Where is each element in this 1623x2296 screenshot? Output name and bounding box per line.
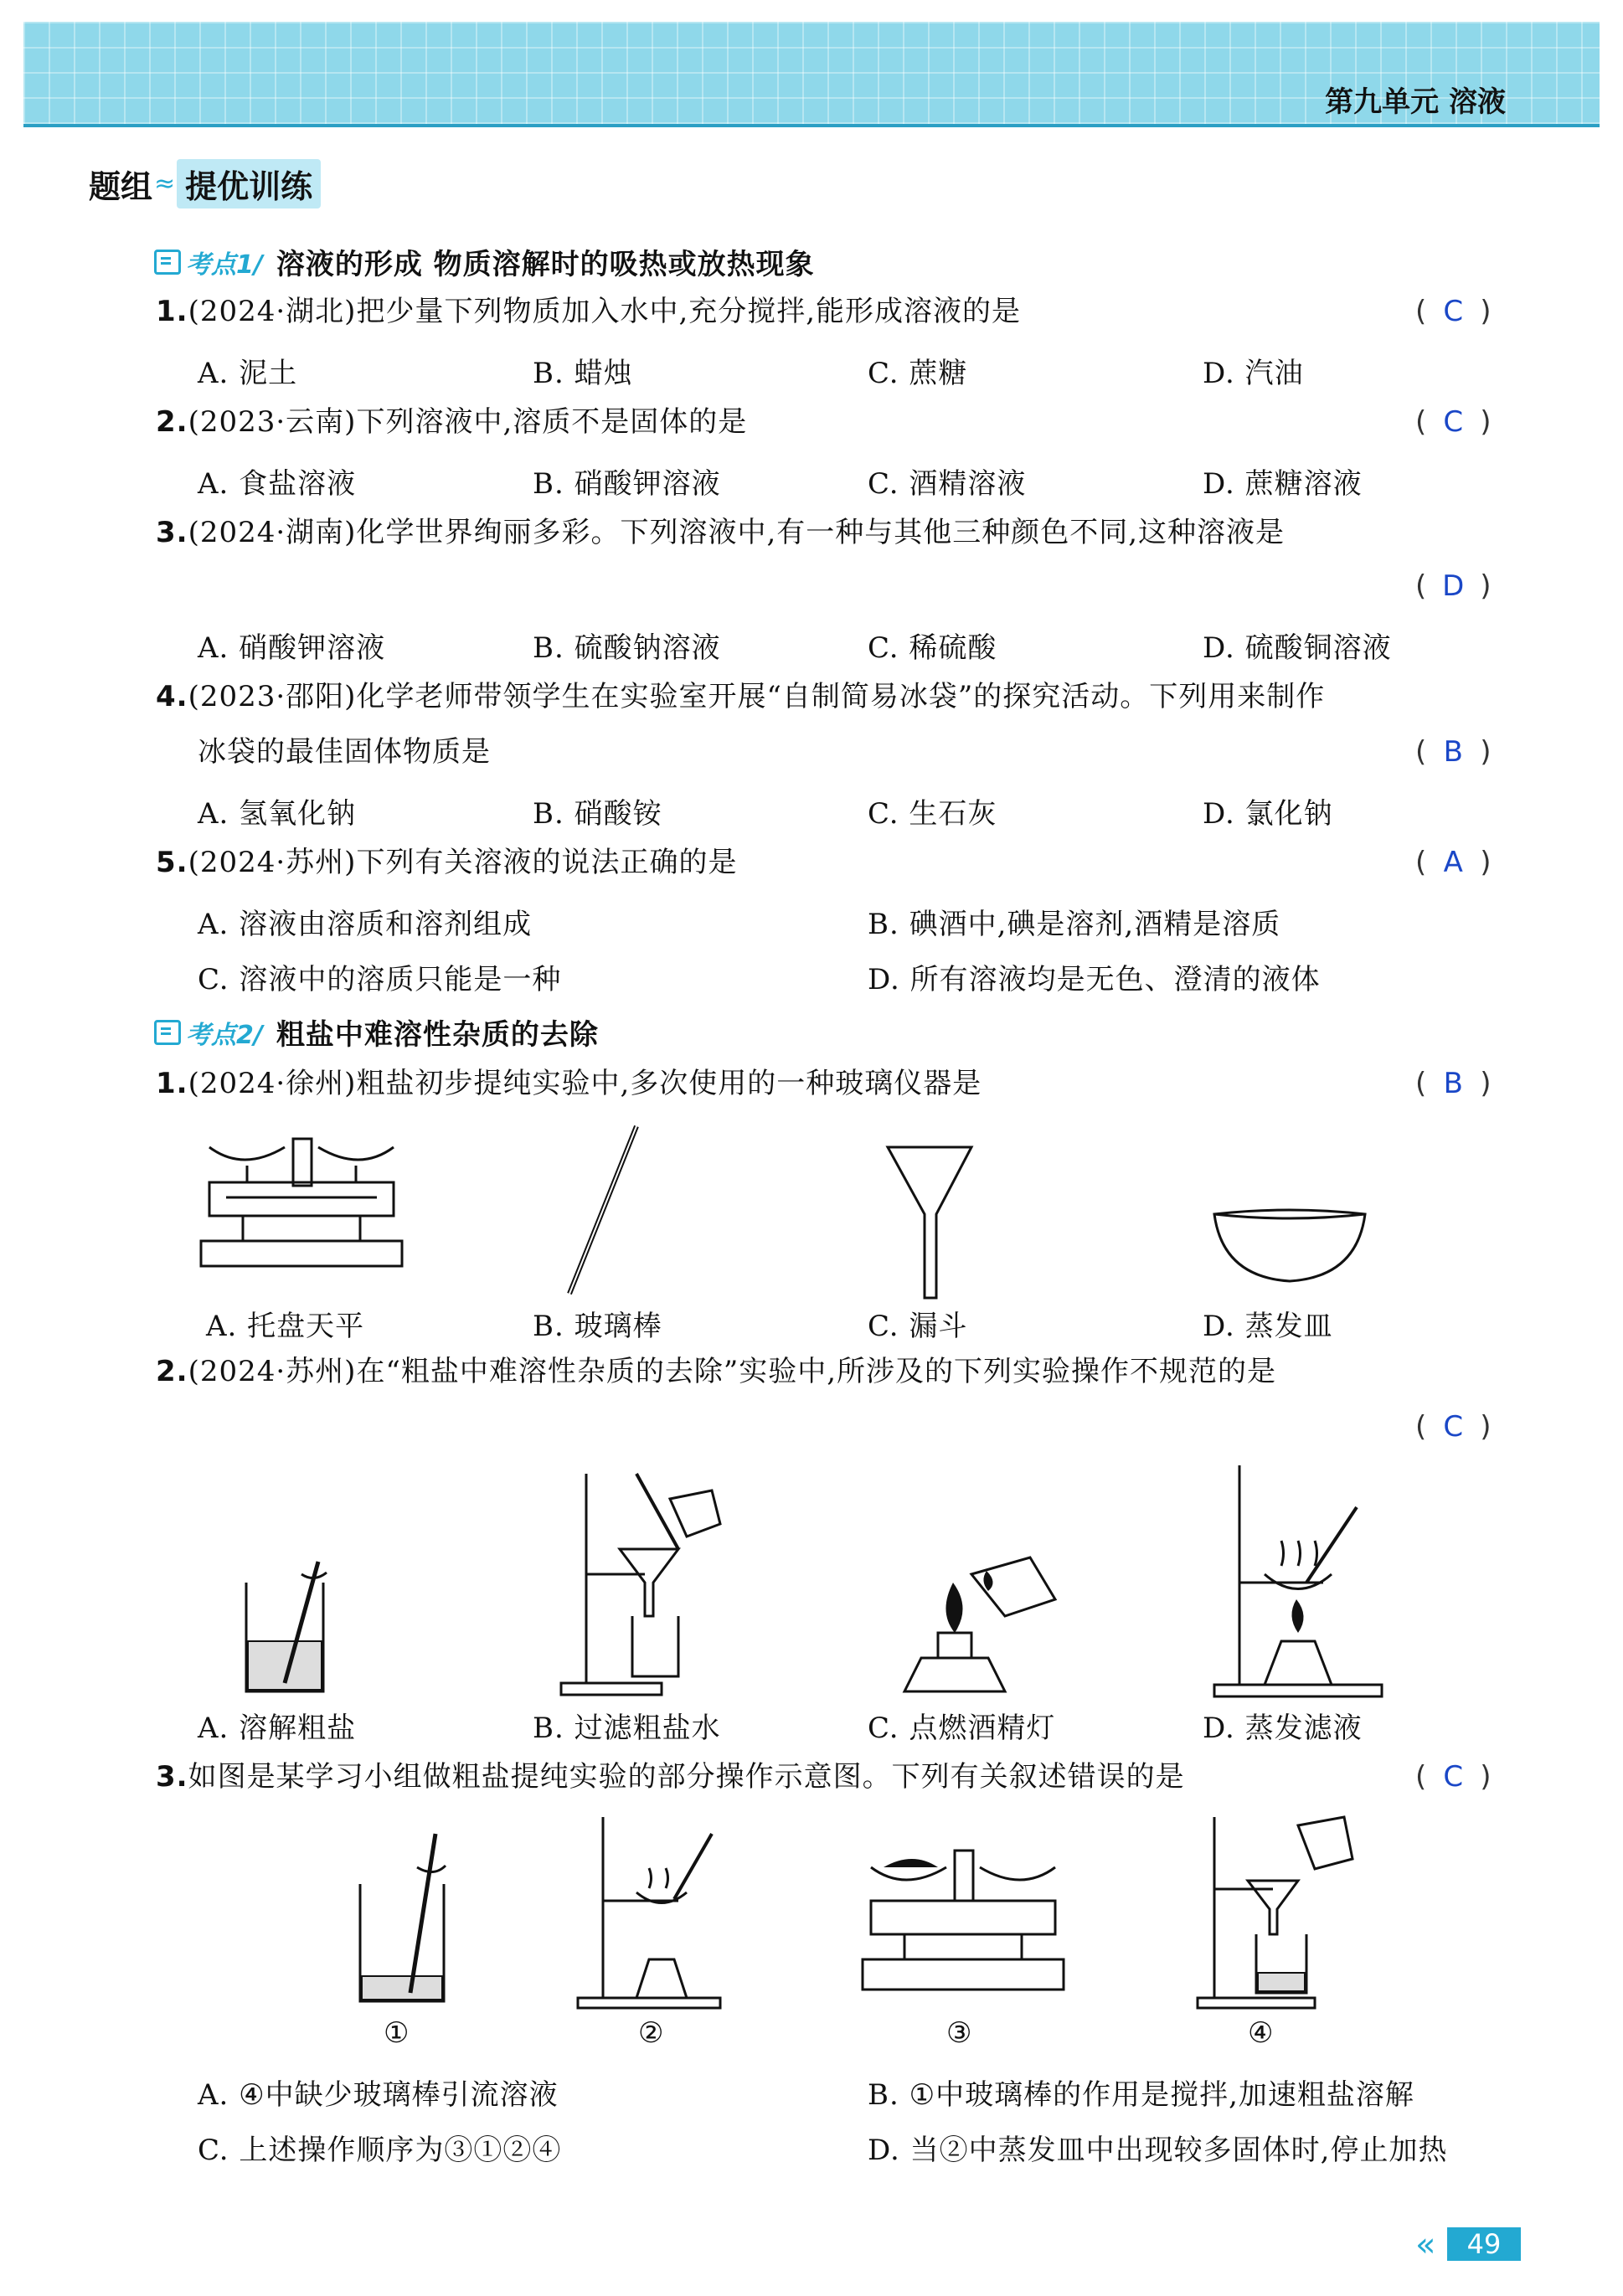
point-title: 溶液的形成 物质溶解时的吸热或放热现象 bbox=[276, 248, 815, 281]
answer-value: C bbox=[1443, 405, 1464, 439]
figure-caption: A. 托盘天平 bbox=[206, 1310, 365, 1343]
question-2-3 bbox=[156, 1760, 1185, 1794]
figure-2-evaporate bbox=[569, 1809, 737, 2010]
figure-label: ③ bbox=[946, 2016, 973, 2050]
banner-part2: 提优训练 bbox=[177, 159, 321, 208]
answer-value: B bbox=[1443, 735, 1463, 769]
header-rule bbox=[23, 124, 1600, 127]
point-heading-2 bbox=[154, 1012, 599, 1053]
section-banner bbox=[89, 159, 321, 208]
figure-label: ① bbox=[384, 2016, 410, 2050]
figure-label: ④ bbox=[1248, 2016, 1275, 2050]
point-title: 粗盐中难溶性杂质的去除 bbox=[276, 1018, 599, 1052]
answer-value: C bbox=[1443, 1760, 1464, 1794]
question-stem: 如图是某学习小组做粗盐提纯实验的部分操作示意图。下列有关叙述错误的是 bbox=[188, 1760, 1185, 1794]
question-stem: (2023·云南)下列溶液中,溶质不是固体的是 bbox=[188, 405, 748, 439]
figure-label: ② bbox=[638, 2016, 665, 2050]
figure-caption: A. 溶解粗盐 bbox=[198, 1712, 357, 1745]
wave-icon: ≈ bbox=[154, 168, 176, 198]
answer-1-5: ( A ) bbox=[1415, 846, 1492, 879]
question-stem: (2024·湖北)把少量下列物质加入水中,充分搅拌,能形成溶液的是 bbox=[188, 295, 1022, 328]
figure-caption: B. 过滤粗盐水 bbox=[533, 1712, 721, 1745]
evaporating-dish-figure bbox=[1206, 1197, 1373, 1290]
answer-2-1: ( B ) bbox=[1415, 1067, 1492, 1100]
funnel-figure bbox=[879, 1139, 980, 1306]
question-number: 4. bbox=[156, 680, 188, 713]
question-1-1 bbox=[156, 295, 1021, 328]
figure-caption: C. 漏斗 bbox=[868, 1310, 968, 1343]
answer-value: C bbox=[1443, 295, 1464, 328]
option: A. 硝酸钾溶液 bbox=[198, 631, 386, 665]
option: D. 硫酸铜溶液 bbox=[1203, 631, 1392, 665]
figure-1-dissolve bbox=[343, 1817, 461, 2010]
question-1-2 bbox=[156, 405, 747, 439]
answer-2-3: ( C ) bbox=[1415, 1760, 1492, 1794]
point-label: 考点2/ bbox=[186, 1020, 263, 1050]
answer-1-4: ( B ) bbox=[1415, 735, 1492, 769]
banner-part1: 题组 bbox=[89, 167, 153, 205]
answer-value: D bbox=[1442, 569, 1465, 603]
question-number: 5. bbox=[156, 846, 188, 879]
answer-value: C bbox=[1443, 1410, 1464, 1444]
question-number: 1. bbox=[156, 1067, 188, 1100]
point-heading-1 bbox=[154, 241, 815, 282]
option: A. ④中缺少玻璃棒引流溶液 bbox=[198, 2078, 559, 2112]
option: D. 蔗糖溶液 bbox=[1203, 467, 1363, 501]
question-number: 2. bbox=[156, 405, 188, 439]
question-number: 2. bbox=[156, 1355, 188, 1388]
option: B. 硫酸钠溶液 bbox=[533, 631, 721, 665]
answer-value: B bbox=[1443, 1067, 1463, 1100]
figure-caption: D. 蒸发滤液 bbox=[1203, 1712, 1363, 1745]
list-icon bbox=[154, 1020, 181, 1045]
option: C. 溶液中的溶质只能是一种 bbox=[198, 963, 562, 996]
option: C. 酒精溶液 bbox=[868, 467, 1027, 501]
figure-caption: D. 蒸发皿 bbox=[1203, 1310, 1333, 1343]
option: A. 溶液由溶质和溶剂组成 bbox=[198, 908, 533, 941]
balance-figure bbox=[193, 1130, 410, 1298]
lighting-lamp-figure bbox=[888, 1532, 1072, 1700]
question-number: 3. bbox=[156, 1760, 188, 1794]
question-2-1 bbox=[156, 1067, 982, 1100]
question-stem: (2023·邵阳)化学老师带领学生在实验室开展“自制简易冰袋”的探究活动。下列用来制作 bbox=[188, 680, 1326, 713]
figure-4-filter bbox=[1189, 1809, 1373, 2010]
option: A. 食盐溶液 bbox=[198, 467, 357, 501]
option: B. 蜡烛 bbox=[533, 357, 633, 390]
figure-caption: C. 点燃酒精灯 bbox=[868, 1712, 1056, 1745]
glass-rod-figure bbox=[553, 1122, 653, 1298]
filtration-figure bbox=[553, 1457, 737, 1700]
option: D. 氯化钠 bbox=[1203, 797, 1333, 831]
answer-1-2: ( C ) bbox=[1415, 405, 1492, 439]
question-stem: (2024·湖南)化学世界绚丽多彩。下列溶液中,有一种与其他三种颜色不同,这种溶液是 bbox=[188, 516, 1286, 549]
option: C. 生石灰 bbox=[868, 797, 997, 831]
question-1-3 bbox=[156, 516, 1285, 549]
option: D. 所有溶液均是无色、澄清的液体 bbox=[868, 963, 1321, 996]
page-number: 49 bbox=[1447, 2227, 1521, 2261]
dissolving-figure bbox=[234, 1549, 352, 1700]
option: B. 硝酸铵 bbox=[533, 797, 662, 831]
question-stem: (2024·苏州)下列有关溶液的说法正确的是 bbox=[188, 846, 738, 879]
option: A. 泥土 bbox=[198, 357, 298, 390]
question-stem: (2024·徐州)粗盐初步提纯实验中,多次使用的一种玻璃仪器是 bbox=[188, 1067, 982, 1100]
evaporation-figure bbox=[1206, 1457, 1407, 1700]
option: B. 硝酸钾溶液 bbox=[533, 467, 721, 501]
question-number: 3. bbox=[156, 516, 188, 549]
question-2-2 bbox=[156, 1355, 1276, 1388]
answer-2-2: ( C ) bbox=[1415, 1410, 1492, 1444]
question-stem-line2: 冰袋的最佳固体物质是 bbox=[198, 735, 491, 769]
question-number: 1. bbox=[156, 295, 188, 328]
option: A. 氢氧化钠 bbox=[198, 797, 357, 831]
option: C. 上述操作顺序为③①②④ bbox=[198, 2134, 562, 2167]
point-label: 考点1/ bbox=[186, 250, 263, 280]
list-icon bbox=[154, 250, 181, 275]
answer-value: A bbox=[1443, 846, 1463, 879]
question-1-5 bbox=[156, 846, 737, 879]
option: C. 蔗糖 bbox=[868, 357, 968, 390]
figure-caption: B. 玻璃棒 bbox=[533, 1310, 662, 1343]
answer-1-1: ( C ) bbox=[1415, 295, 1492, 328]
chevron-left-icon: « bbox=[1415, 2226, 1436, 2264]
question-1-4 bbox=[156, 680, 1325, 713]
option: C. 稀硫酸 bbox=[868, 631, 997, 665]
option: D. 汽油 bbox=[1203, 357, 1304, 390]
option: B. 碘酒中,碘是溶剂,酒精是溶质 bbox=[868, 908, 1281, 941]
unit-title: 第九单元 溶液 bbox=[1325, 85, 1506, 119]
option: B. ①中玻璃棒的作用是搅拌,加速粗盐溶解 bbox=[868, 2078, 1414, 2112]
option: D. 当②中蒸发皿中出现较多固体时,停止加热 bbox=[868, 2134, 1448, 2167]
figure-3-weigh bbox=[854, 1825, 1072, 2010]
question-stem: (2024·苏州)在“粗盐中难溶性杂质的去除”实验中,所涉及的下列实验操作不规范的是 bbox=[188, 1355, 1277, 1388]
answer-1-3: ( D ) bbox=[1415, 569, 1492, 603]
